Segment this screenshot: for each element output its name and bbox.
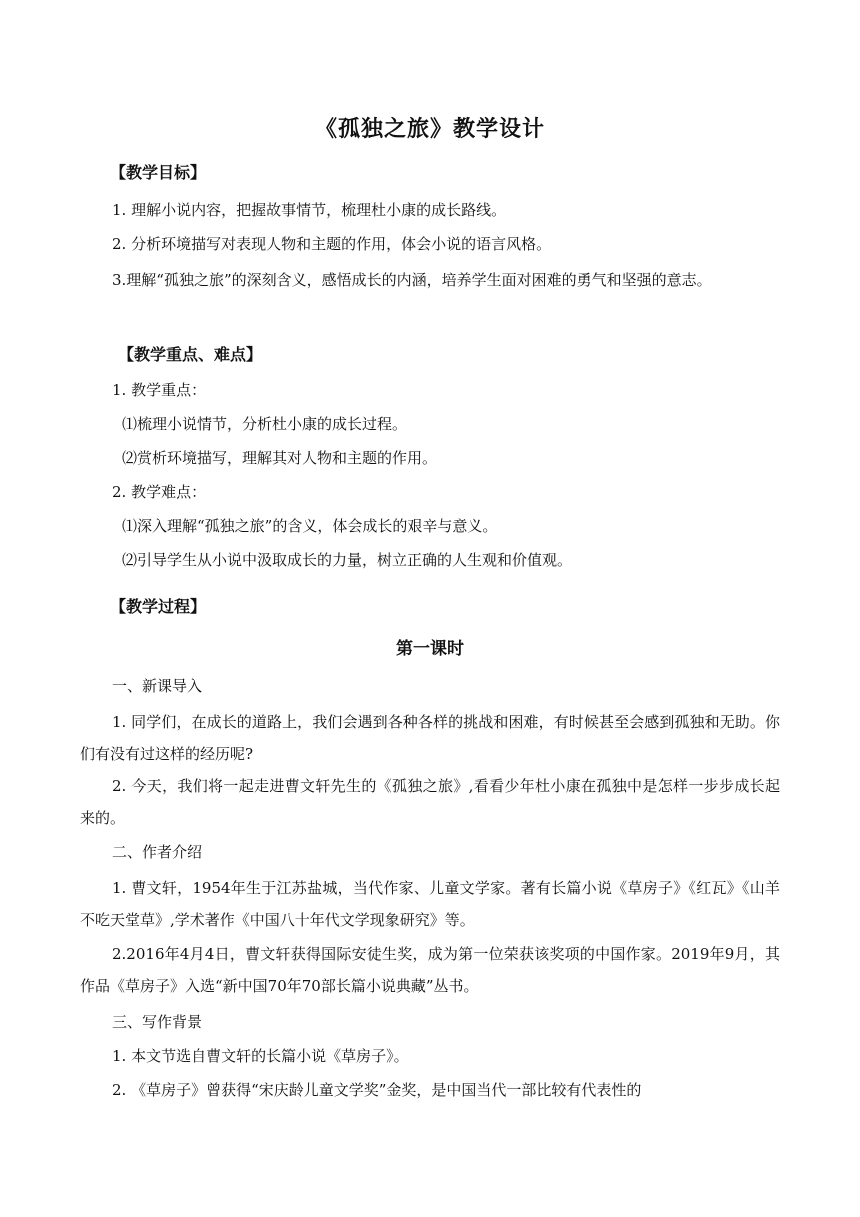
intro-item: 1. 同学们，在成长的道路上，我们会遇到各种各样的挑战和困难，有时候甚至会感到孤独和无助。你们有没有过这样的经历呢?: [80, 713, 780, 763]
author-item: 2.2016年4月4日，曹文轩获得国际安徒生奖，成为第一位荣获该奖项的中国作家。2019年9月，其作品《草房子》入选“新中国70年70部长篇小说典藏”丛书。: [80, 945, 780, 995]
author-heading: 二、作者介绍: [112, 843, 203, 861]
key-points-heading: 【教学重点、难点】: [118, 345, 263, 364]
difficulty-item: ⑴深入理解“孤独之旅”的含义，体会成长的艰辛与意义。: [122, 517, 498, 535]
focus-label: 1. 教学重点：: [112, 381, 207, 399]
lesson-title: 第一课时: [396, 639, 464, 659]
intro-item: 2. 今天，我们将一起走进曹文轩先生的《孤独之旅》,看看少年杜小康在孤独中是怎样一步步成长起来的。: [80, 777, 780, 827]
process-heading: 【教学过程】: [110, 597, 207, 616]
focus-item: ⑴梳理小说情节，分析杜小康的成长过程。: [122, 415, 408, 433]
background-item: 1. 本文节选自曹文轩的长篇小说《草房子》。: [112, 1047, 409, 1065]
focus-item: ⑵赏析环境描写，理解其对人物和主题的作用。: [122, 449, 438, 467]
difficulty-label: 2. 教学难点：: [112, 483, 207, 501]
background-item: 2. 《草房子》曾获得“宋庆龄儿童文学奖”金奖，是中国当代一部比较有代表性的: [112, 1081, 642, 1099]
objective-item: 1. 理解小说内容，把握故事情节，梳理杜小康的成长路线。: [112, 201, 507, 219]
document-title: 《孤独之旅》教学设计: [314, 117, 545, 142]
objective-item: 3.理解“孤独之旅”的深刻含义，感悟成长的内涵，培养学生面对困难的勇气和坚强的意志。: [112, 271, 712, 289]
background-heading: 三、写作背景: [112, 1013, 203, 1031]
intro-heading: 一、新课导入: [112, 677, 203, 695]
difficulty-item: ⑵引导学生从小说中汲取成长的力量，树立正确的人生观和价值观。: [122, 551, 573, 569]
objective-item: 2. 分析环境描写对表现人物和主题的作用，体会小说的语言风格。: [112, 235, 552, 253]
author-item: 1. 曹文轩，1954年生于江苏盐城，当代作家、儿童文学家。著有长篇小说《草房子》《红瓦》《山羊不吃天堂草》,学术著作《中国八十年代文学现象研究》等。: [80, 879, 780, 929]
objectives-heading: 【教学目标】: [110, 163, 207, 182]
